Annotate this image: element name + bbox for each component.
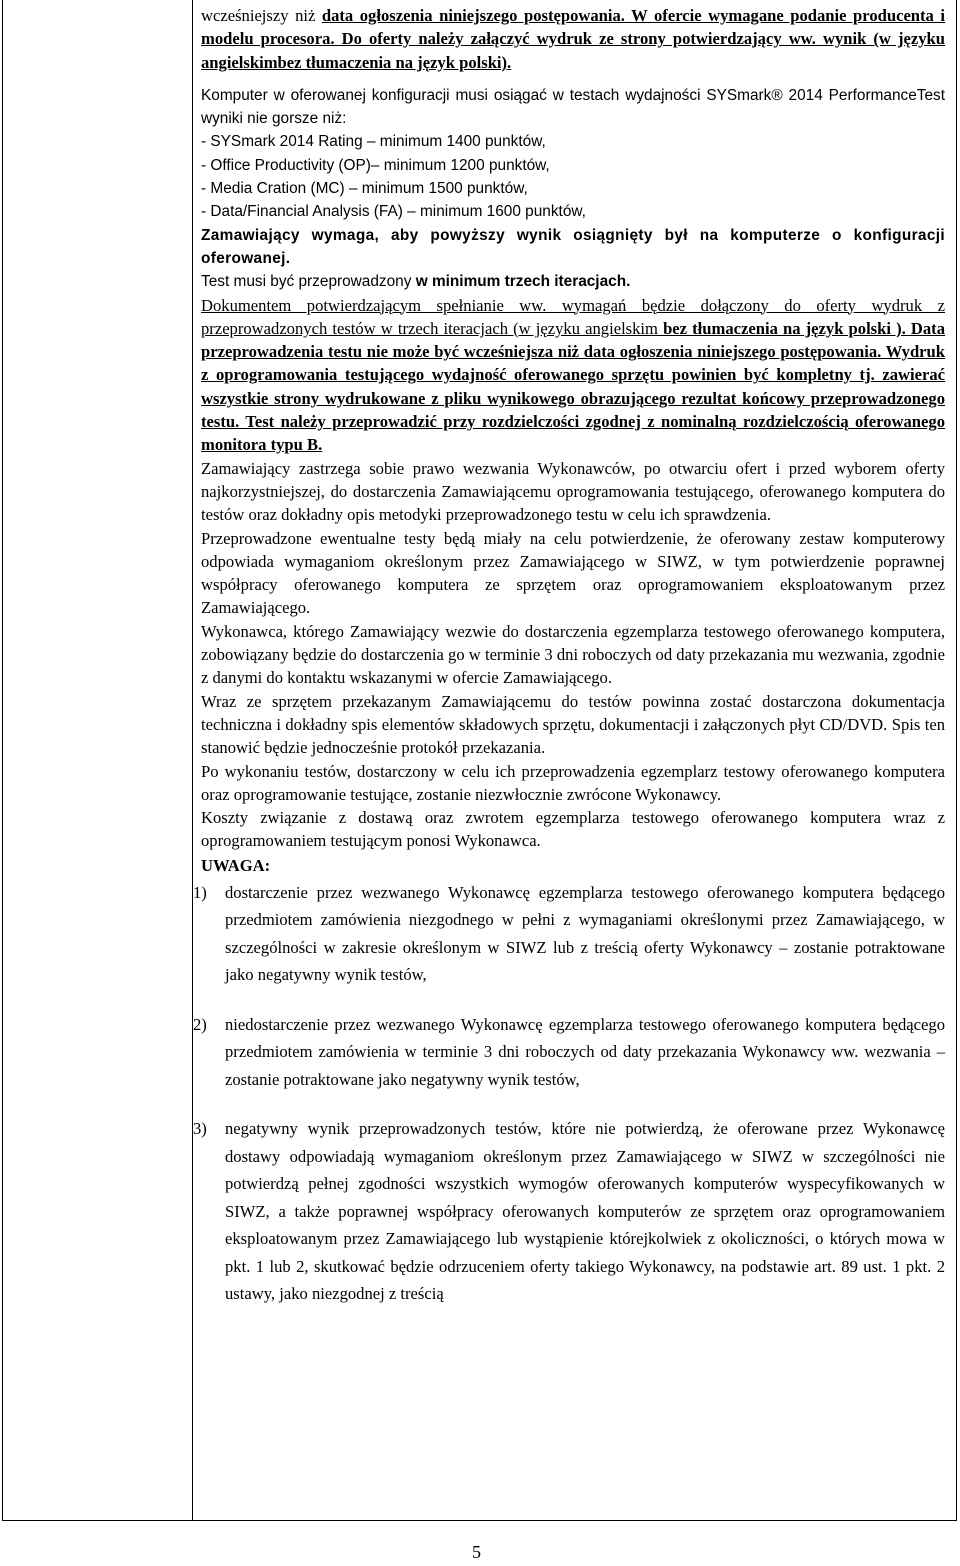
list-item-number: 2) [193, 1014, 207, 1034]
requirements-cell [193, 4, 945, 1308]
intro-text: wcześniejszy niż [201, 6, 322, 25]
iterations-text: Test musi być przeprowadzony [201, 273, 416, 291]
list-item [193, 1115, 945, 1308]
uwaga-heading: UWAGA: [201, 855, 271, 875]
performance-heading: Komputer w oferowanej konfiguracji musi osiągać w testach wydajności SYSmark® 2014 PerformanceTest wyniki nie gorsze niż: [201, 86, 945, 128]
paragraph-return: Po wykonaniu testów, dostarczony w celu ich przeprowadzenia egzemplarz testowy oferowanego komputera oraz oprogramowanie testujące, zostanie niezwłocznie zwrócone Wykonawcy. [201, 761, 945, 804]
list-item [193, 879, 945, 989]
document-bold-underlined-text: bez tłumaczenia na język polski ). Data przeprowadzenia testu nie może być wcześniejsza niż data ogłoszenia niniejszego postępowania. Wydruk z oprogramowania testującego wydajność oferowanego sprzętu powinien być kompletny tj. zawierać wszystkie strony wydrukowane z pliku wynikowego obrazującego rezultat końcowy przeprowadzonego testu. Test należy przeprowadzić przy rozdzielczości zgodnej z nominalną rozdzielczością oferowanego monitora typu B. [201, 318, 945, 455]
list-item-number: 1) [193, 882, 207, 902]
list-item-number: 3) [193, 1119, 207, 1139]
list-item-text: dostarczenie przez wezwanego Wykonawcę egzemplarza testowego oferowanego komputera będącego przedmiotem zamówienia niezgodnego w pełni z wymaganiami określonymi przez Zamawiającego, w szczególności w zakresie określonym w SIWZ lub z treścią oferty Wykonawcy – zostanie potraktowane jako negatywny wynik testów, [225, 882, 945, 985]
iterations-bold: w minimum trzech iteracjach. [415, 273, 631, 291]
list-item-text: negatywny wynik przeprowadzonych testów, które nie potwierdzą, że oferowane przez Wykonawcę dostawy odpowiadają wymaganiom określonym przez Zamawiającego w SIWZ w szczególności nie potwierdzą pełnej zgodności wszystkich wymogów oferowanych komputerów wyspecyfikowanych w SIWZ, a także poprawnej współpracy oferowanych komputerów ze sprzętem oraz oprogramowaniem eksploatowanym przez Zamawiającego lub wystąpienie którejkolwiek z okoliczności, o których mowa w pkt. 1 lub 2, skutkować będzie odrzuceniem oferty takiego Wykonawcy, na podstawie art. 89 ust. 1 pkt. 2 ustawy, jako niezgodnej z treścią [225, 1119, 945, 1304]
paragraph-documentation: Wraz ze sprzętem przekazanym Zamawiającemu do testów powinna zostać dostarczona dokumentacja techniczna i dokładny spis elementów składowych sprzętu, dokumentacji i załączonych płyt CD/DVD. Spis ten stanowić będzie jednocześnie protokół przekazania. [201, 691, 945, 758]
list-item [193, 1011, 945, 1094]
document-requirement [201, 294, 945, 457]
paragraph-delivery-term: Wykonawca, którego Zamawiający wezwie do dostarczenia egzemplarza testowego oferowanego komputera, zobowiązany będzie do dostarczenia go w terminie 3 dni roboczych od daty przekazania mu wezwania, zgodnie z danymi do kontaktu wskazanymi w ofercie Zamawiającego. [201, 621, 945, 688]
perf-iterations [201, 270, 945, 293]
document-underlined-text: Dokumentem potwierdzającym spełnianie ww. wymagań będzie dołączony do oferty wydruk z przeprowadzonych testów w trzech iteracjach (w języku angielskim [201, 295, 945, 338]
paragraph-right-to-summon: Zamawiający zastrzega sobie prawo wezwania Wykonawców, po otwarciu ofert i przed wyborem oferty najkorzystniejszej, do dostarczenia Zamawiającemu oprogramowania testującego, oferowanego komputera do testów oraz dokładny opis metodyki przeprowadzonego testu w celu ich sprawdzenia. [201, 458, 945, 525]
paragraph-test-purpose: Przeprowadzone ewentualne testy będą miały na celu potwierdzenie, że oferowany zestaw komputerowy odpowiada wymaganiom określonym przez Zamawiającego w SIWZ, w tym potwierdzenie poprawnej współpracy oferowanego komputera ze sprzętem oraz oprogramowaniem eksploatowanym przez Zamawiającego. [201, 528, 945, 618]
perf-item-financial: - Data/Financial Analysis (FA) – minimum 1600 punktów, [201, 203, 586, 221]
paragraph-costs: Koszty związanie z dostawą oraz zwrotem egzemplarza testowego oferowanego komputera wraz z oprogramowaniem testującym ponosi Wykonawca. [201, 808, 945, 851]
uwaga-list [193, 879, 945, 1308]
perf-item-office: - Office Productivity (OP)– minimum 1200 punktów, [201, 156, 550, 174]
page-number: 5 [472, 1542, 481, 1562]
intro-paragraph [201, 4, 945, 74]
perf-item-media: - Media Cration (MC) – minimum 1500 punktów, [201, 180, 528, 198]
intro-underlined-text: data ogłoszenia niniejszego postępowania. W ofercie wymagane podanie producenta i modelu procesora. Do oferty należy załączyć wydruk ze strony potwierdzający ww. wynik (w języku angielskimbez tłumaczenia na język polski). [201, 6, 945, 72]
perf-requirement: Zamawiający wymaga, aby powyższy wynik osiągnięty był na komputerze o konfiguracji oferowanej. [201, 226, 945, 267]
perf-item-sysmark: - SYSmark 2014 Rating – minimum 1400 punktów, [201, 133, 546, 151]
list-item-text: niedostarczenie przez wezwanego Wykonawcę egzemplarza testowego oferowanego komputera będącego przedmiotem zamówienia w terminie 3 dni roboczych od daty przekazania Wykonawcy ww. wezwania – zostanie potraktowane jako negatywny wynik testów, [225, 1014, 945, 1089]
